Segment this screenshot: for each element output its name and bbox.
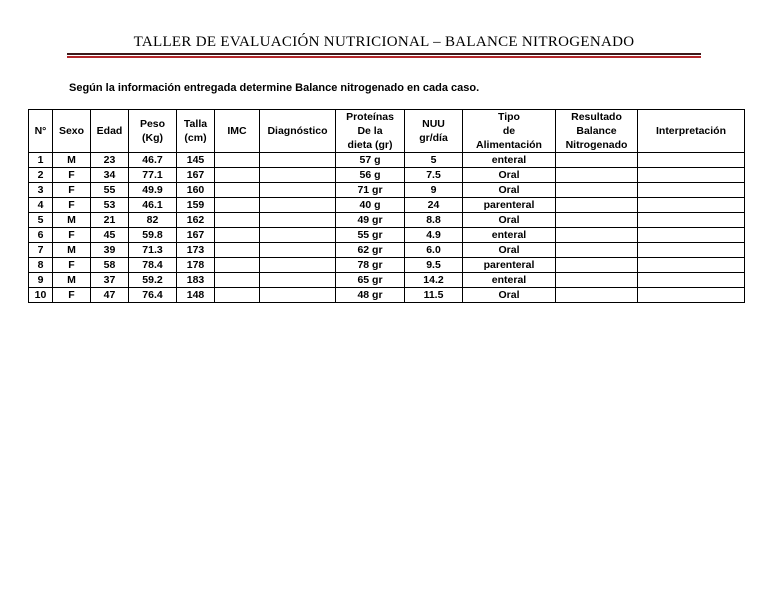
document-title: TALLER DE EVALUACIÓN NUTRICIONAL – BALANCE NITROGENADO — [133, 34, 635, 50]
column-header-line: IMC — [227, 125, 247, 137]
table-cell-resultado — [556, 198, 638, 213]
table-cell-sexo: M — [53, 153, 91, 168]
table-cell-diagnostico — [260, 198, 336, 213]
table-cell-nuu: 6.0 — [405, 243, 463, 258]
table-cell-imc — [215, 273, 260, 288]
column-header-line: N° — [34, 125, 47, 137]
table-cell-interpretacion — [638, 153, 745, 168]
table-cell-proteinas: 71 gr — [336, 183, 405, 198]
table-row — [29, 198, 745, 213]
table-cell-nuu: 9 — [405, 183, 463, 198]
table-cell-diagnostico — [260, 243, 336, 258]
table-cell-diagnostico — [260, 168, 336, 183]
table-cell-sexo: F — [53, 258, 91, 273]
table-cell-edad: 34 — [91, 168, 129, 183]
table-row — [29, 213, 745, 228]
table-cell-interpretacion — [638, 198, 745, 213]
table-row — [29, 153, 745, 168]
column-header-line: (Kg) — [142, 132, 163, 144]
table-cell-interpretacion — [638, 243, 745, 258]
column-header-line: Balance — [576, 125, 617, 137]
table-cell-interpretacion — [638, 273, 745, 288]
table-cell-tipo: Oral — [463, 243, 556, 258]
instruction-text: Según la información entregada determine Balance nitrogenado en cada caso. — [69, 82, 480, 94]
column-header-nuu — [405, 110, 463, 153]
table-cell-n: 8 — [29, 258, 53, 273]
table-cell-resultado — [556, 228, 638, 243]
table-cell-tipo: enteral — [463, 228, 556, 243]
table-cell-nuu: 24 — [405, 198, 463, 213]
table-cell-tipo: enteral — [463, 273, 556, 288]
table-cell-talla: 167 — [177, 168, 215, 183]
column-header-line: Edad — [96, 125, 123, 137]
table-cell-proteinas: 55 gr — [336, 228, 405, 243]
nitrogen-balance-table — [28, 109, 745, 303]
table-cell-tipo: Oral — [463, 213, 556, 228]
table-cell-edad: 55 — [91, 183, 129, 198]
table-cell-proteinas: 65 gr — [336, 273, 405, 288]
table-cell-resultado — [556, 258, 638, 273]
column-header-edad — [91, 110, 129, 153]
table-cell-proteinas: 78 gr — [336, 258, 405, 273]
table-cell-interpretacion — [638, 168, 745, 183]
column-header-line: dieta (gr) — [347, 139, 393, 151]
table-cell-imc — [215, 288, 260, 303]
table-cell-peso: 49.9 — [129, 183, 177, 198]
table-cell-peso: 82 — [129, 213, 177, 228]
table-cell-diagnostico — [260, 228, 336, 243]
table-cell-peso: 59.2 — [129, 273, 177, 288]
table-cell-peso: 71.3 — [129, 243, 177, 258]
table-cell-diagnostico — [260, 213, 336, 228]
column-header-line: Talla — [183, 118, 208, 130]
table-cell-tipo: Oral — [463, 168, 556, 183]
table-cell-imc — [215, 213, 260, 228]
table-cell-diagnostico — [260, 288, 336, 303]
column-header-diagnostico — [260, 110, 336, 153]
table-cell-nuu: 7.5 — [405, 168, 463, 183]
table-row — [29, 228, 745, 243]
table-cell-diagnostico — [260, 258, 336, 273]
table-cell-interpretacion — [638, 213, 745, 228]
table-cell-n: 1 — [29, 153, 53, 168]
table-cell-interpretacion — [638, 228, 745, 243]
table-cell-imc — [215, 168, 260, 183]
table-body — [29, 153, 745, 303]
table-cell-proteinas: 49 gr — [336, 213, 405, 228]
column-header-interpretacion — [638, 110, 745, 153]
column-header-tipo — [463, 110, 556, 153]
column-header-line: Nitrogenado — [565, 139, 628, 151]
table-cell-edad: 47 — [91, 288, 129, 303]
table-cell-sexo: M — [53, 243, 91, 258]
table-cell-talla: 160 — [177, 183, 215, 198]
table-header-row — [29, 110, 745, 153]
table-cell-sexo: F — [53, 288, 91, 303]
table-cell-talla: 167 — [177, 228, 215, 243]
column-header-line: Peso — [139, 118, 166, 130]
column-header-line: gr/día — [419, 132, 448, 144]
table-cell-nuu: 9.5 — [405, 258, 463, 273]
column-header-line: Resultado — [571, 111, 622, 123]
table-cell-peso: 76.4 — [129, 288, 177, 303]
table-cell-edad: 23 — [91, 153, 129, 168]
table-cell-proteinas: 57 g — [336, 153, 405, 168]
table-cell-tipo: enteral — [463, 153, 556, 168]
table-cell-diagnostico — [260, 153, 336, 168]
table-cell-resultado — [556, 183, 638, 198]
table-cell-n: 5 — [29, 213, 53, 228]
table-cell-edad: 21 — [91, 213, 129, 228]
table-cell-talla: 162 — [177, 213, 215, 228]
column-header-sexo — [53, 110, 91, 153]
column-header-line: de — [502, 125, 516, 137]
table-cell-diagnostico — [260, 273, 336, 288]
table-cell-resultado — [556, 153, 638, 168]
table-row — [29, 258, 745, 273]
column-header-imc — [215, 110, 260, 153]
table-cell-resultado — [556, 168, 638, 183]
table-cell-nuu: 8.8 — [405, 213, 463, 228]
table-cell-proteinas: 48 gr — [336, 288, 405, 303]
table-cell-peso: 46.7 — [129, 153, 177, 168]
table-row — [29, 288, 745, 303]
table-cell-edad: 39 — [91, 243, 129, 258]
table-cell-n: 3 — [29, 183, 53, 198]
table-cell-peso: 77.1 — [129, 168, 177, 183]
column-header-resultado — [556, 110, 638, 153]
table-cell-proteinas: 62 gr — [336, 243, 405, 258]
table-cell-n: 2 — [29, 168, 53, 183]
table-cell-tipo: parenteral — [463, 198, 556, 213]
table-cell-talla: 145 — [177, 153, 215, 168]
title-rule-red — [67, 56, 701, 58]
column-header-peso — [129, 110, 177, 153]
table-cell-resultado — [556, 288, 638, 303]
column-header-line: Sexo — [58, 125, 85, 137]
table-cell-sexo: F — [53, 228, 91, 243]
column-header-talla — [177, 110, 215, 153]
table-cell-imc — [215, 198, 260, 213]
table-cell-imc — [215, 153, 260, 168]
table-cell-sexo: M — [53, 273, 91, 288]
table-cell-sexo: F — [53, 198, 91, 213]
table-cell-imc — [215, 243, 260, 258]
table-cell-peso: 78.4 — [129, 258, 177, 273]
table-cell-resultado — [556, 243, 638, 258]
table-cell-talla: 159 — [177, 198, 215, 213]
column-header-line: Tipo — [498, 111, 520, 123]
table-cell-diagnostico — [260, 183, 336, 198]
table-cell-interpretacion — [638, 183, 745, 198]
column-header-line: Interpretación — [655, 125, 726, 137]
table-cell-n: 9 — [29, 273, 53, 288]
table-cell-imc — [215, 258, 260, 273]
column-header-line: De la — [357, 125, 383, 137]
table-cell-edad: 53 — [91, 198, 129, 213]
column-header-line: NUU — [422, 118, 445, 130]
table-cell-sexo: M — [53, 213, 91, 228]
table-cell-sexo: F — [53, 183, 91, 198]
table-cell-proteinas: 56 g — [336, 168, 405, 183]
table-cell-n: 6 — [29, 228, 53, 243]
table-cell-talla: 173 — [177, 243, 215, 258]
table-cell-interpretacion — [638, 258, 745, 273]
table-cell-imc — [215, 228, 260, 243]
table-cell-talla: 183 — [177, 273, 215, 288]
column-header-line: (cm) — [184, 132, 207, 144]
table-cell-edad: 45 — [91, 228, 129, 243]
column-header-proteinas — [336, 110, 405, 153]
table-row — [29, 183, 745, 198]
table-row — [29, 168, 745, 183]
table-cell-tipo: Oral — [463, 183, 556, 198]
table-cell-peso: 59.8 — [129, 228, 177, 243]
table-cell-resultado — [556, 273, 638, 288]
table-cell-interpretacion — [638, 288, 745, 303]
table-cell-nuu: 11.5 — [405, 288, 463, 303]
table-cell-tipo: Oral — [463, 288, 556, 303]
table-row — [29, 243, 745, 258]
table-cell-proteinas: 40 g — [336, 198, 405, 213]
table-cell-imc — [215, 183, 260, 198]
table-cell-n: 4 — [29, 198, 53, 213]
table-row — [29, 273, 745, 288]
table-cell-nuu: 5 — [405, 153, 463, 168]
title-rule-dark — [67, 53, 701, 55]
table-cell-edad: 58 — [91, 258, 129, 273]
column-header-line: Diagnóstico — [267, 125, 328, 137]
table-cell-tipo: parenteral — [463, 258, 556, 273]
column-header-n — [29, 110, 53, 153]
column-header-line: Proteínas — [346, 111, 394, 123]
table-cell-nuu: 4.9 — [405, 228, 463, 243]
table-cell-peso: 46.1 — [129, 198, 177, 213]
table-cell-edad: 37 — [91, 273, 129, 288]
table-cell-talla: 148 — [177, 288, 215, 303]
table-cell-nuu: 14.2 — [405, 273, 463, 288]
column-header-line: Alimentación — [476, 139, 542, 151]
table-cell-n: 10 — [29, 288, 53, 303]
table-cell-talla: 178 — [177, 258, 215, 273]
table-cell-resultado — [556, 213, 638, 228]
table-cell-sexo: F — [53, 168, 91, 183]
table-cell-n: 7 — [29, 243, 53, 258]
